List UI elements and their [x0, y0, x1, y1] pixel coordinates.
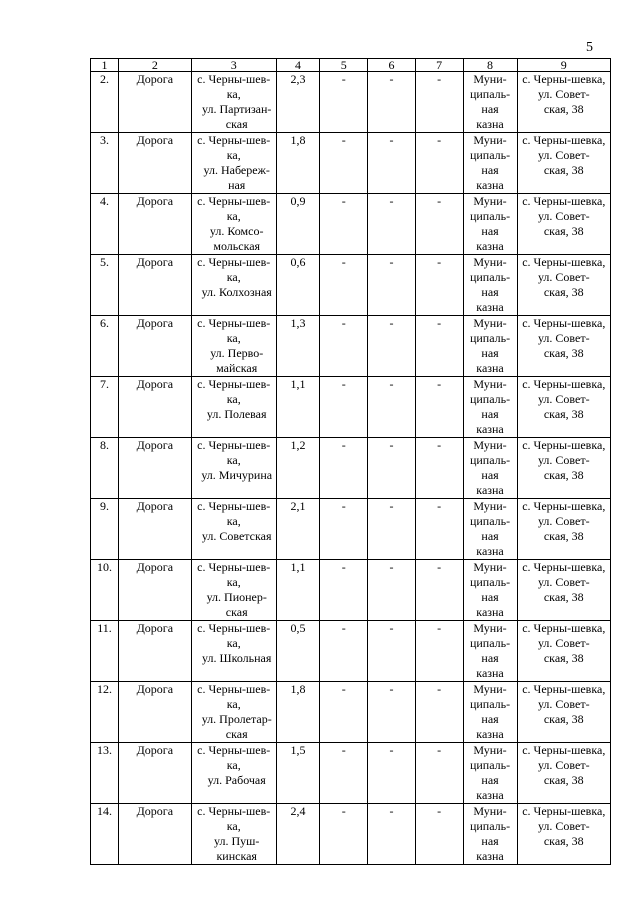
column-5-value: -: [320, 377, 368, 438]
object-address-line: с. Черны-шев-: [197, 133, 271, 147]
holder-address-line: ул. Совет-: [537, 148, 590, 162]
ownership-type-line: ципаль-: [469, 636, 511, 650]
holder-address-line: ул. Совет-: [537, 270, 590, 284]
ownership-type: [463, 621, 517, 682]
holder-address: [517, 621, 610, 682]
holder-address-line: с. Черны-шевка,: [522, 682, 606, 696]
ownership-type-line: казна: [476, 605, 504, 619]
object-address-line: ка,: [226, 758, 241, 772]
row-number: 14.: [91, 804, 119, 865]
table-row: [91, 682, 611, 743]
ownership-type-line: ципаль-: [469, 270, 511, 284]
column-5-value: -: [320, 499, 368, 560]
ownership-type-line: казна: [476, 422, 504, 436]
column-7-value: -: [415, 743, 463, 804]
ownership-type-line: ная: [481, 773, 499, 787]
ownership-type-line: ципаль-: [469, 209, 511, 223]
object-address-line: ка,: [226, 575, 241, 589]
column-6-value: -: [368, 255, 416, 316]
holder-address: [517, 682, 610, 743]
object-address: [191, 255, 276, 316]
holder-address-line: с. Черны-шевка,: [522, 804, 606, 818]
object-name: Дорога: [119, 438, 192, 499]
object-name: Дорога: [119, 316, 192, 377]
ownership-type-line: Муни-: [473, 72, 507, 86]
object-address-line: ул. Советская: [201, 529, 272, 543]
object-address-line: с. Черны-шев-: [197, 438, 271, 452]
column-5-value: -: [320, 133, 368, 194]
ownership-type-line: Муни-: [473, 438, 507, 452]
object-address-line: ул. Рабочая: [207, 773, 266, 787]
object-address: [191, 194, 276, 255]
object-length: 0,9: [276, 194, 320, 255]
ownership-type-line: ципаль-: [469, 514, 511, 528]
table-row: [91, 499, 611, 560]
column-header: 2: [119, 59, 192, 72]
ownership-type-line: ная: [481, 590, 499, 604]
object-address-line: ул. Полевая: [206, 407, 267, 421]
column-6-value: -: [368, 133, 416, 194]
object-address-line: с. Черны-шев-: [197, 682, 271, 696]
holder-address-line: с. Черны-шевка,: [522, 621, 606, 635]
object-address-line: ка,: [226, 148, 241, 162]
object-address-line: ул. Колхозная: [201, 285, 272, 299]
table-body: [91, 72, 611, 865]
column-7-value: -: [415, 499, 463, 560]
table-row: [91, 194, 611, 255]
holder-address-line: ская, 38: [543, 346, 584, 360]
object-name: Дорога: [119, 499, 192, 560]
object-length: 1,8: [276, 682, 320, 743]
column-header: 1: [91, 59, 119, 72]
holder-address: [517, 438, 610, 499]
object-address-line: ская: [225, 117, 248, 131]
ownership-type-line: Муни-: [473, 499, 507, 513]
header-row: [91, 59, 611, 72]
ownership-type-line: казна: [476, 666, 504, 680]
holder-address-line: ул. Совет-: [537, 209, 590, 223]
column-header: 4: [276, 59, 320, 72]
ownership-type-line: ципаль-: [469, 697, 511, 711]
object-address-line: с. Черны-шев-: [197, 194, 271, 208]
holder-address-line: с. Черны-шевка,: [522, 499, 606, 513]
holder-address-line: ул. Совет-: [537, 514, 590, 528]
object-address: [191, 804, 276, 865]
column-5-value: -: [320, 438, 368, 499]
column-5-value: -: [320, 743, 368, 804]
holder-address-line: ул. Совет-: [537, 87, 590, 101]
object-name: Дорога: [119, 377, 192, 438]
column-5-value: -: [320, 194, 368, 255]
column-7-value: -: [415, 255, 463, 316]
ownership-type-line: казна: [476, 300, 504, 314]
table-row: [91, 316, 611, 377]
ownership-type: [463, 133, 517, 194]
object-length: 0,5: [276, 621, 320, 682]
table-row: [91, 560, 611, 621]
object-address-line: ул. Пуш-: [214, 834, 260, 848]
object-length: 1,3: [276, 316, 320, 377]
object-address: [191, 438, 276, 499]
object-name: Дорога: [119, 743, 192, 804]
object-name: Дорога: [119, 133, 192, 194]
object-address-line: с. Черны-шев-: [197, 72, 271, 86]
ownership-type-line: ципаль-: [469, 331, 511, 345]
object-name: Дорога: [119, 682, 192, 743]
column-header: 7: [415, 59, 463, 72]
holder-address: [517, 804, 610, 865]
column-7-value: -: [415, 194, 463, 255]
holder-address-line: с. Черны-шевка,: [522, 316, 606, 330]
object-address: [191, 316, 276, 377]
object-name: Дорога: [119, 621, 192, 682]
object-address-line: ул. Перво-: [210, 346, 264, 360]
object-length: 0,6: [276, 255, 320, 316]
ownership-type-line: ципаль-: [469, 758, 511, 772]
column-header: 6: [368, 59, 416, 72]
column-7-value: -: [415, 316, 463, 377]
table-row: [91, 72, 611, 133]
column-6-value: -: [368, 743, 416, 804]
property-registry-table: [90, 58, 611, 865]
ownership-type-line: казна: [476, 239, 504, 253]
column-5-value: -: [320, 255, 368, 316]
row-number: 7.: [91, 377, 119, 438]
column-header: 5: [320, 59, 368, 72]
object-address-line: ка,: [226, 87, 241, 101]
holder-address: [517, 133, 610, 194]
column-header: 8: [463, 59, 517, 72]
ownership-type-line: ная: [481, 102, 499, 116]
column-header: 9: [517, 59, 610, 72]
column-7-value: -: [415, 377, 463, 438]
row-number: 6.: [91, 316, 119, 377]
holder-address-line: ская, 38: [543, 712, 584, 726]
object-length: 1,1: [276, 560, 320, 621]
ownership-type-line: ципаль-: [469, 392, 511, 406]
ownership-type-line: казна: [476, 727, 504, 741]
ownership-type: [463, 255, 517, 316]
holder-address-line: с. Черны-шевка,: [522, 377, 606, 391]
column-6-value: -: [368, 804, 416, 865]
holder-address-line: с. Черны-шевка,: [522, 743, 606, 757]
column-6-value: -: [368, 377, 416, 438]
column-6-value: -: [368, 438, 416, 499]
ownership-type: [463, 194, 517, 255]
object-address-line: ная: [228, 178, 246, 192]
column-7-value: -: [415, 133, 463, 194]
object-length: 2,4: [276, 804, 320, 865]
holder-address-line: с. Черны-шевка,: [522, 72, 606, 86]
ownership-type-line: Муни-: [473, 377, 507, 391]
ownership-type: [463, 377, 517, 438]
object-address-line: ка,: [226, 819, 241, 833]
object-address: [191, 560, 276, 621]
holder-address: [517, 377, 610, 438]
object-address-line: кинская: [216, 849, 257, 863]
ownership-type-line: Муни-: [473, 316, 507, 330]
ownership-type-line: ная: [481, 834, 499, 848]
ownership-type-line: Муни-: [473, 194, 507, 208]
object-address-line: ул. Мичурина: [201, 468, 273, 482]
object-length: 1,8: [276, 133, 320, 194]
holder-address-line: ул. Совет-: [537, 758, 590, 772]
ownership-type-line: Муни-: [473, 133, 507, 147]
row-number: 12.: [91, 682, 119, 743]
object-address-line: с. Черны-шев-: [197, 560, 271, 574]
ownership-type-line: ная: [481, 407, 499, 421]
ownership-type: [463, 72, 517, 133]
ownership-type-line: Муни-: [473, 621, 507, 635]
ownership-type-line: Муни-: [473, 804, 507, 818]
holder-address-line: ская, 38: [543, 590, 584, 604]
table-row: [91, 438, 611, 499]
object-address-line: с. Черны-шев-: [197, 499, 271, 513]
holder-address-line: ул. Совет-: [537, 819, 590, 833]
object-address-line: мольская: [213, 239, 261, 253]
object-name: Дорога: [119, 560, 192, 621]
object-name: Дорога: [119, 194, 192, 255]
holder-address: [517, 194, 610, 255]
object-address-line: ка,: [226, 209, 241, 223]
object-name: Дорога: [119, 804, 192, 865]
column-7-value: -: [415, 682, 463, 743]
object-address: [191, 377, 276, 438]
object-length: 1,1: [276, 377, 320, 438]
object-address-line: ка,: [226, 636, 241, 650]
object-length: 2,3: [276, 72, 320, 133]
row-number: 11.: [91, 621, 119, 682]
holder-address-line: ул. Совет-: [537, 575, 590, 589]
ownership-type-line: Муни-: [473, 560, 507, 574]
ownership-type-line: ная: [481, 651, 499, 665]
object-length: 1,2: [276, 438, 320, 499]
table-row: [91, 804, 611, 865]
row-number: 10.: [91, 560, 119, 621]
column-5-value: -: [320, 682, 368, 743]
row-number: 13.: [91, 743, 119, 804]
holder-address-line: ская, 38: [543, 773, 584, 787]
holder-address-line: ул. Совет-: [537, 392, 590, 406]
holder-address: [517, 499, 610, 560]
holder-address-line: с. Черны-шевка,: [522, 255, 606, 269]
column-7-value: -: [415, 621, 463, 682]
holder-address-line: с. Черны-шевка,: [522, 133, 606, 147]
column-6-value: -: [368, 621, 416, 682]
ownership-type-line: ная: [481, 468, 499, 482]
ownership-type: [463, 438, 517, 499]
ownership-type-line: казна: [476, 544, 504, 558]
column-5-value: -: [320, 560, 368, 621]
object-address: [191, 72, 276, 133]
ownership-type-line: ципаль-: [469, 575, 511, 589]
object-address-line: ка,: [226, 392, 241, 406]
column-6-value: -: [368, 194, 416, 255]
holder-address-line: ская, 38: [543, 102, 584, 116]
holder-address-line: ская, 38: [543, 468, 584, 482]
object-address-line: ская: [225, 605, 248, 619]
row-number: 8.: [91, 438, 119, 499]
holder-address: [517, 560, 610, 621]
object-length: 1,5: [276, 743, 320, 804]
ownership-type-line: ципаль-: [469, 453, 511, 467]
ownership-type-line: казна: [476, 788, 504, 802]
object-address-line: с. Черны-шев-: [197, 804, 271, 818]
page-number: 5: [586, 40, 593, 55]
object-address-line: с. Черны-шев-: [197, 743, 271, 757]
table-row: [91, 743, 611, 804]
table-row: [91, 255, 611, 316]
ownership-type: [463, 560, 517, 621]
holder-address-line: ская, 38: [543, 407, 584, 421]
row-number: 2.: [91, 72, 119, 133]
column-header: 3: [191, 59, 276, 72]
object-address-line: ул. Пролетар-: [201, 712, 272, 726]
object-address-line: ул. Школьная: [202, 651, 272, 665]
row-number: 4.: [91, 194, 119, 255]
holder-address-line: ул. Совет-: [537, 697, 590, 711]
object-address: [191, 133, 276, 194]
object-address-line: с. Черны-шев-: [197, 621, 271, 635]
row-number: 3.: [91, 133, 119, 194]
row-number: 5.: [91, 255, 119, 316]
object-address-line: ская: [225, 727, 248, 741]
table-row: [91, 621, 611, 682]
ownership-type-line: ципаль-: [469, 87, 511, 101]
ownership-type: [463, 682, 517, 743]
column-7-value: -: [415, 560, 463, 621]
object-address: [191, 682, 276, 743]
column-6-value: -: [368, 560, 416, 621]
ownership-type-line: Муни-: [473, 682, 507, 696]
object-address: [191, 743, 276, 804]
object-address-line: ул. Партизан-: [201, 102, 272, 116]
column-7-value: -: [415, 438, 463, 499]
column-6-value: -: [368, 316, 416, 377]
holder-address-line: с. Черны-шевка,: [522, 194, 606, 208]
holder-address-line: ская, 38: [543, 224, 584, 238]
ownership-type-line: казна: [476, 178, 504, 192]
holder-address: [517, 255, 610, 316]
column-7-value: -: [415, 72, 463, 133]
object-address: [191, 499, 276, 560]
holder-address: [517, 316, 610, 377]
ownership-type-line: Муни-: [473, 743, 507, 757]
column-7-value: -: [415, 804, 463, 865]
ownership-type-line: казна: [476, 117, 504, 131]
object-address-line: ул. Набереж-: [203, 163, 270, 177]
table-row: [91, 377, 611, 438]
ownership-type-line: ная: [481, 346, 499, 360]
ownership-type-line: казна: [476, 849, 504, 863]
ownership-type-line: ципаль-: [469, 148, 511, 162]
holder-address-line: с. Черны-шевка,: [522, 438, 606, 452]
object-address-line: майская: [216, 361, 258, 375]
column-6-value: -: [368, 499, 416, 560]
holder-address-line: ул. Совет-: [537, 453, 590, 467]
ownership-type-line: ная: [481, 163, 499, 177]
ownership-type-line: ная: [481, 712, 499, 726]
object-name: Дорога: [119, 255, 192, 316]
ownership-type-line: ная: [481, 285, 499, 299]
object-address-line: ка,: [226, 270, 241, 284]
column-5-value: -: [320, 621, 368, 682]
object-length: 2,1: [276, 499, 320, 560]
object-address-line: ул. Комсо-: [209, 224, 264, 238]
table-row: [91, 133, 611, 194]
holder-address: [517, 743, 610, 804]
holder-address-line: ская, 38: [543, 285, 584, 299]
ownership-type-line: казна: [476, 483, 504, 497]
holder-address-line: ул. Совет-: [537, 331, 590, 345]
ownership-type: [463, 743, 517, 804]
column-5-value: -: [320, 804, 368, 865]
ownership-type: [463, 499, 517, 560]
object-address-line: с. Черны-шев-: [197, 255, 271, 269]
column-6-value: -: [368, 682, 416, 743]
ownership-type-line: казна: [476, 361, 504, 375]
object-address-line: с. Черны-шев-: [197, 377, 271, 391]
object-address-line: ка,: [226, 514, 241, 528]
row-number: 9.: [91, 499, 119, 560]
holder-address-line: ская, 38: [543, 834, 584, 848]
holder-address-line: ул. Совет-: [537, 636, 590, 650]
holder-address-line: ская, 38: [543, 651, 584, 665]
ownership-type-line: ная: [481, 529, 499, 543]
holder-address: [517, 72, 610, 133]
object-address-line: ка,: [226, 453, 241, 467]
object-address-line: ка,: [226, 331, 241, 345]
ownership-type: [463, 316, 517, 377]
object-address-line: ул. Пионер-: [206, 590, 267, 604]
column-6-value: -: [368, 72, 416, 133]
ownership-type-line: ципаль-: [469, 819, 511, 833]
ownership-type-line: ная: [481, 224, 499, 238]
table-header: [91, 59, 611, 72]
object-name: Дорога: [119, 72, 192, 133]
holder-address-line: ская, 38: [543, 163, 584, 177]
object-address-line: ка,: [226, 697, 241, 711]
ownership-type: [463, 804, 517, 865]
column-5-value: -: [320, 316, 368, 377]
holder-address-line: ская, 38: [543, 529, 584, 543]
holder-address-line: с. Черны-шевка,: [522, 560, 606, 574]
object-address: [191, 621, 276, 682]
column-5-value: -: [320, 72, 368, 133]
object-address-line: с. Черны-шев-: [197, 316, 271, 330]
ownership-type-line: Муни-: [473, 255, 507, 269]
